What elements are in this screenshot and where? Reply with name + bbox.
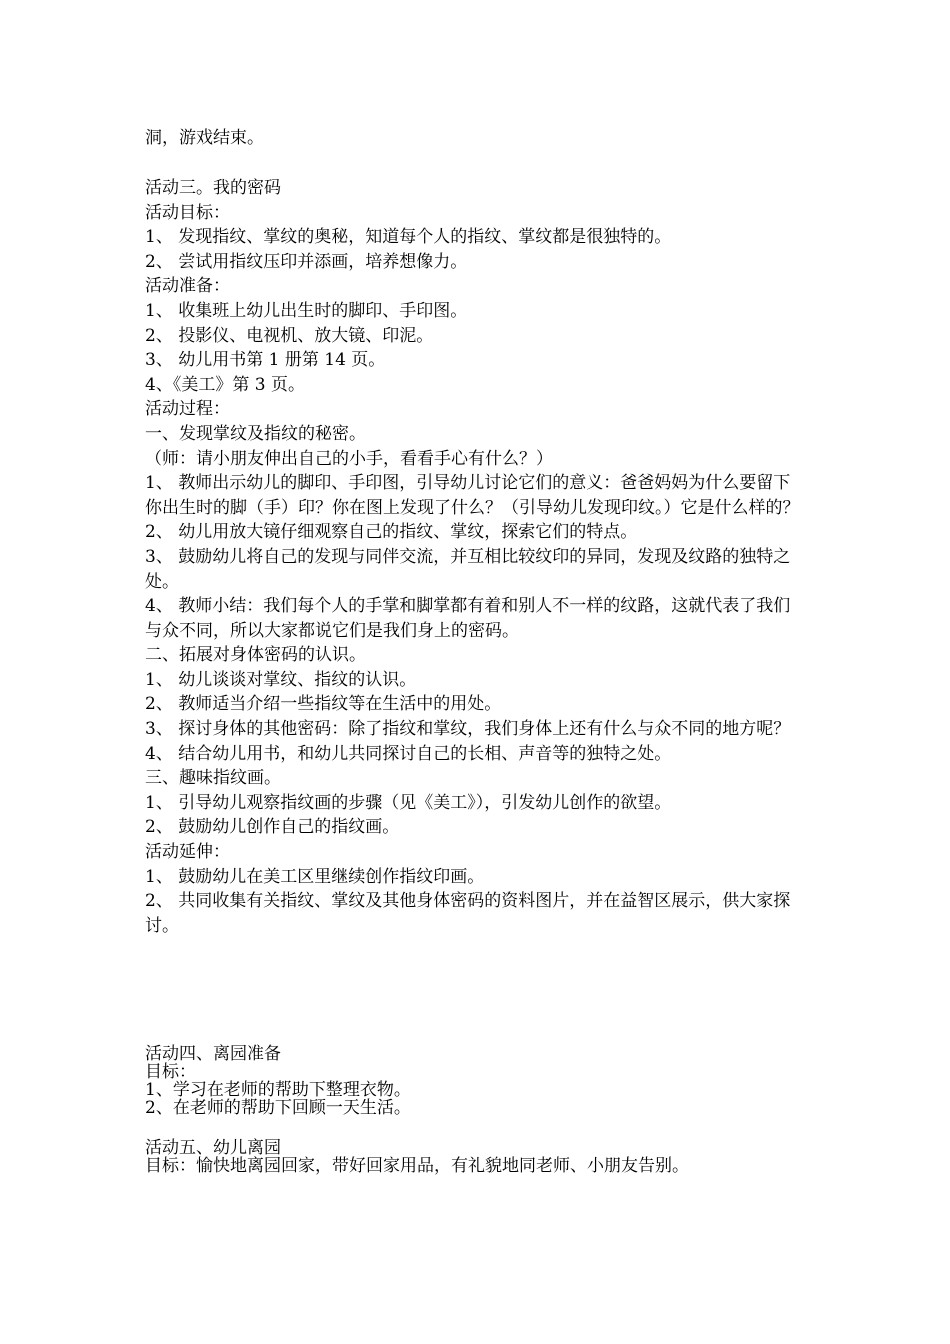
list-item: 4、 教师小结：我们每个人的手掌和脚掌都有着和别人不一样的纹路，这就代表了我们与众不同，所以大家都说它们是我们身上的密码。 xyxy=(145,596,791,641)
list-item: 1、 教师出示幼儿的脚印、手印图，引导幼儿讨论它们的意义：爸爸妈妈为什么要留下你出生时的脚（手）印？你在图上发现了什么？（引导幼儿发现印纹。）它是什么样的？ xyxy=(145,473,800,518)
list-item: 3、 鼓励幼儿将自己的发现与同伴交流，并互相比较纹印的异同，发现及纹路的独特之处。 xyxy=(145,546,791,592)
section-title: 活动四、离园准备 xyxy=(145,1044,281,1064)
list-item: 4、 结合幼儿用书，和幼儿共同探讨自己的长相、声音等的独特之处。 xyxy=(145,743,672,764)
list-item: 1、 幼儿谈谈对掌纹、指纹的认识。 xyxy=(145,669,417,690)
section-title: 活动三。我的密码 xyxy=(145,178,281,198)
subheading: 活动目标： xyxy=(145,202,230,223)
section-title: 活动五、幼儿离园 xyxy=(145,1138,281,1158)
list-item: 1、 鼓励幼儿在美工区里继续创作指纹印画。 xyxy=(145,866,485,887)
list-item: 3、 幼儿用书第 1 册第 14 页。 xyxy=(145,350,386,371)
list-item: 2、 幼儿用放大镜仔细观察自己的指纹、掌纹，探索它们的特点。 xyxy=(145,522,638,543)
list-item: 1、学习在老师的帮助下整理衣物。 xyxy=(145,1080,411,1100)
activity-five-section xyxy=(145,1139,810,1175)
text-line: 洞，游戏结束。 xyxy=(145,128,264,148)
subheading: 目标： xyxy=(145,1062,196,1082)
list-item: 2、在老师的帮助下回顾一天生活。 xyxy=(145,1098,411,1118)
list-item: 2、 鼓励幼儿创作自己的指纹画。 xyxy=(145,817,400,838)
step-heading: 一、发现掌纹及指纹的秘密。 xyxy=(145,423,366,444)
text-line: 目标：愉快地离园回家，带好回家用品，有礼貌地同老师、小朋友告别。 xyxy=(145,1156,689,1176)
list-item: 1、 引导幼儿观察指纹画的步骤（见《美工》），引发幼儿创作的欲望。 xyxy=(145,792,672,813)
step-heading: 二、拓展对身体密码的认识。 xyxy=(145,645,366,666)
subheading: 活动过程： xyxy=(145,399,230,420)
subheading: 活动准备： xyxy=(145,276,230,297)
activity-three-section xyxy=(145,176,810,938)
continued-text xyxy=(145,126,810,151)
list-item: 1、 收集班上幼儿出生时的脚印、手印图。 xyxy=(145,300,468,321)
list-item: 3、 探讨身体的其他密码：除了指纹和掌纹，我们身体上还有什么与众不同的地方呢？ xyxy=(145,719,791,740)
activity-four-section xyxy=(145,1045,810,1117)
text-line: （师：请小朋友伸出自己的小手，看看手心有什么？） xyxy=(145,448,553,469)
list-item: 2、 尝试用指纹压印并添画，培养想像力。 xyxy=(145,251,468,272)
list-item: 2、 共同收集有关指纹、掌纹及其他身体密码的资料图片，并在益智区展示，供大家探讨。 xyxy=(145,891,791,936)
step-heading: 三、趣味指纹画。 xyxy=(145,768,281,789)
list-item: 2、 教师适当介绍一些指纹等在生活中的用处。 xyxy=(145,694,502,715)
list-item: 1、 发现指纹、掌纹的奥秘，知道每个人的指纹、掌纹都是很独特的。 xyxy=(145,227,672,248)
list-item: 4、《美工》第 3 页。 xyxy=(145,374,305,395)
list-item: 2、 投影仪、电视机、放大镜、印泥。 xyxy=(145,325,434,346)
subheading: 活动延伸： xyxy=(145,842,230,863)
